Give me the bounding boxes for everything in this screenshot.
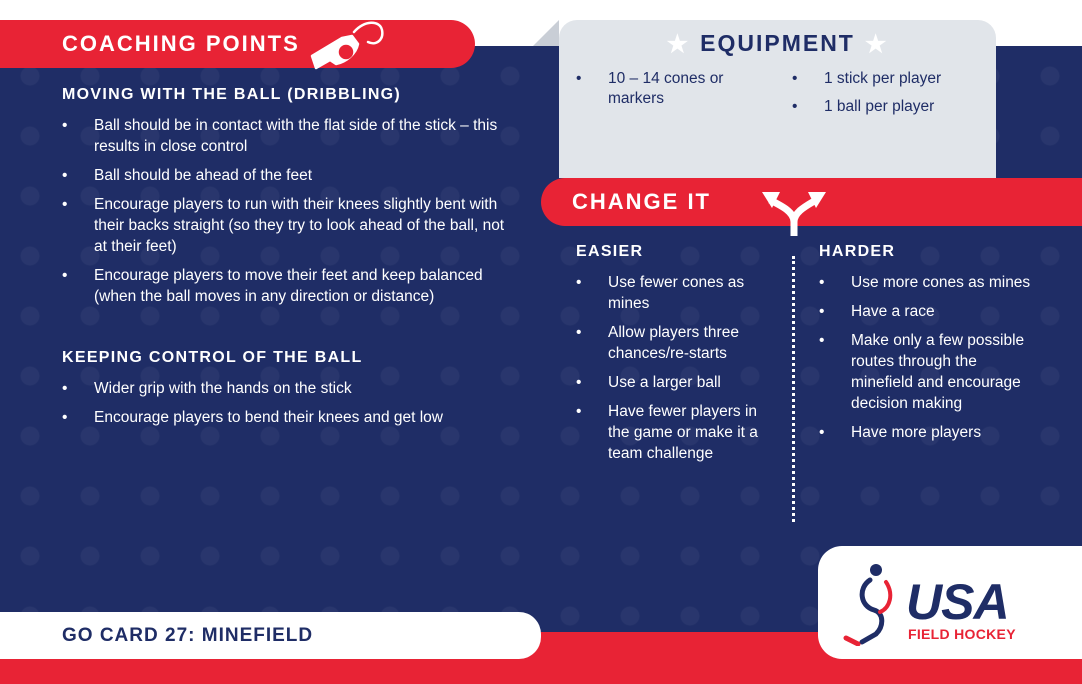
star-icon: ★	[666, 31, 691, 58]
equipment-box	[559, 20, 996, 178]
list-item: • Use a larger ball	[576, 372, 776, 393]
equipment-header	[559, 30, 996, 59]
list-item: • Encourage players to bend their knees and get low	[62, 407, 507, 428]
list-item: • Use more cones as mines	[819, 272, 1034, 293]
list-item: • Wider grip with the hands on the stick	[62, 378, 507, 399]
list-item: • Have more players	[819, 422, 1034, 443]
equipment-list-1	[576, 69, 746, 117]
section-heading-control: KEEPING CONTROL OF THE BALL	[62, 349, 363, 366]
star-icon: ★	[864, 31, 889, 58]
list-item: • Encourage players to move their feet and keep balanced (when the ball moves in any direction or distance)	[62, 265, 507, 307]
equipment-title: EQUIPMENT	[700, 30, 855, 56]
card-footer	[0, 612, 541, 659]
dribbling-list	[62, 115, 507, 315]
list-item: • Ball should be ahead of the feet	[62, 165, 507, 186]
split-arrow-icon	[760, 188, 828, 236]
coaching-points-title: COACHING POINTS	[62, 31, 300, 56]
list-item: • Have fewer players in the game or make it a team challenge	[576, 401, 776, 464]
list-item: • 1 ball per player	[792, 97, 982, 117]
logo-usa-text: USA	[906, 574, 1009, 630]
equipment-list-2	[792, 69, 982, 125]
list-item: • 1 stick per player	[792, 69, 982, 89]
change-it-title: CHANGE IT	[572, 189, 711, 214]
list-item: • Allow players three chances/re-starts	[576, 322, 776, 364]
usa-field-hockey-logo	[818, 546, 1082, 659]
coaching-points-tab	[0, 20, 475, 68]
harder-list	[819, 272, 1034, 451]
list-item: • 10 – 14 cones or markers	[576, 69, 746, 109]
logo-field-hockey-text: FIELD HOCKEY	[908, 626, 1016, 642]
list-item: • Have a race	[819, 301, 1034, 322]
list-item: • Make only a few possible routes through the minefield and encourage decision making	[819, 330, 1034, 414]
list-item: • Ball should be in contact with the flat side of the stick – this results in close control	[62, 115, 507, 157]
card-title: GO CARD 27: MINEFIELD	[62, 624, 314, 646]
easier-list	[576, 272, 776, 472]
section-heading-dribbling: MOVING WITH THE BALL (DRIBBLING)	[62, 86, 402, 103]
list-item: • Use fewer cones as mines	[576, 272, 776, 314]
dotted-divider	[792, 256, 795, 522]
easier-heading: EASIER	[576, 243, 644, 260]
equipment-fold	[533, 20, 559, 46]
control-list	[62, 378, 507, 436]
list-item: • Encourage players to run with their knees slightly bent with their backs straight (so they try to look ahead of the ball, not at their feet)	[62, 194, 507, 257]
harder-heading: HARDER	[819, 243, 896, 260]
hockey-player-icon	[840, 560, 910, 646]
whistle-icon	[306, 16, 388, 72]
